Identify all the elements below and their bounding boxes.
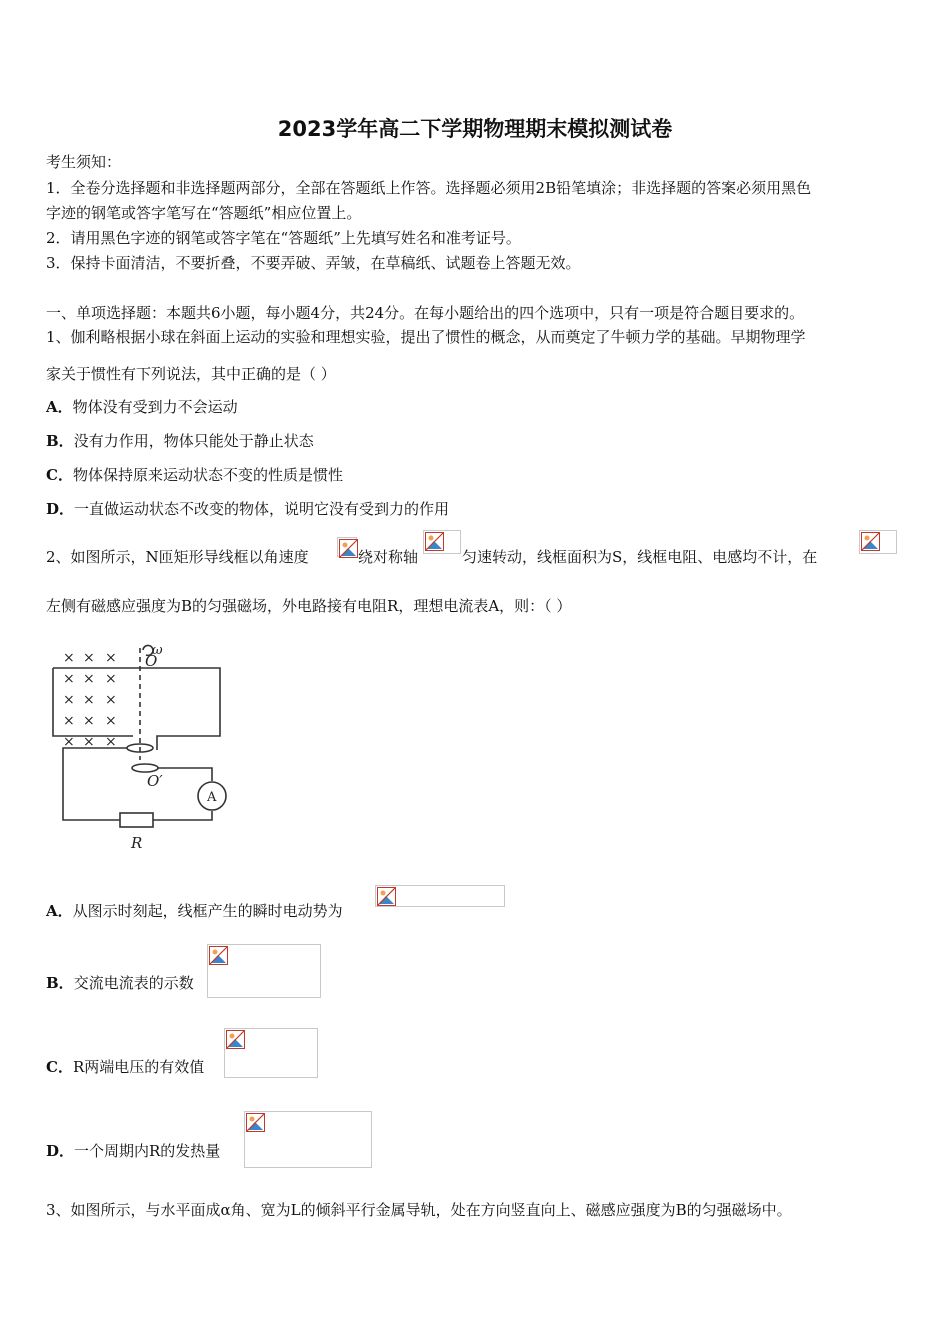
question-2-stem-cont: 左侧有磁感应强度为B的匀强磁场，外电路接有电阻R，理想电流表A，则：（ ） [46,597,572,615]
notice-heading: 考生须知： [46,153,122,171]
omega-label: ω [152,643,163,658]
question-2-stem-part3: 匀速转动，线框面积为S，线框电阻、电感均不计，在 [462,548,818,566]
field-cross: × [63,692,75,708]
section-heading: 一、单项选择题：本题共6小题，每小题4分，共24分。在每小题给出的四个选项中，只有一项是符合题目要求的。 [46,304,805,322]
field-cross: × [105,671,117,687]
coil-frame-right [53,668,220,750]
circuit-figure [45,638,235,858]
broken-image-icon [425,532,444,551]
resistor [120,813,153,827]
question-2-stem-part2: 绕对称轴 [358,548,419,566]
resistor-label: R [131,834,143,852]
formula-image-option-d [244,1111,372,1168]
formula-image-omega [337,537,357,557]
field-cross: × [63,650,75,666]
page-title: 2023学年高二下学期物理期末模拟测试卷 [277,117,673,141]
field-cross: × [105,713,117,729]
notice-item: 字迹的钢笔或答字笔写在“答题纸”相应位置上。 [46,204,362,222]
broken-image-icon [861,532,880,551]
q1-option-b: B．没有力作用，物体只能处于静止状态 [46,432,314,450]
broken-image-icon [226,1030,245,1049]
formula-image-option-b [207,944,321,998]
axis-bottom-label: O′ [147,772,163,790]
broken-image-icon [339,539,358,558]
broken-image-icon [246,1113,265,1132]
field-cross: × [63,671,75,687]
outer-wire-bottom [153,811,212,820]
field-cross: × [83,671,95,687]
question-1-stem-cont: 家关于惯性有下列说法，其中正确的是（ ） [46,365,336,383]
magnetic-field-crosses [63,650,117,750]
field-cross: × [63,713,75,729]
slip-ring-lower [132,764,158,772]
q2-option-a: A．从图示时刻起，线框产生的瞬时电动势为 [46,902,343,920]
formula-image-option-c [224,1028,318,1078]
field-cross: × [105,692,117,708]
q2-option-b: B．交流电流表的示数 [46,974,194,992]
formula-image-option-a [375,885,505,907]
field-cross: × [105,650,117,666]
field-cross: × [63,734,75,750]
broken-image-icon [377,887,396,906]
q1-option-d: D．一直做运动状态不改变的物体，说明它没有受到力的作用 [46,500,450,518]
notice-item: 1．全卷分选择题和非选择题两部分，全部在答题纸上作答。选择题必须用2B铅笔填涂；非选择题的答案必须用黑色 [46,179,812,197]
notice-item: 2．请用黑色字迹的钢笔或答字笔在“答题纸”上先填写姓名和准考证号。 [46,229,521,247]
notice-item: 3．保持卡面清洁，不要折叠，不要弄破、弄皱，在草稿纸、试题卷上答题无效。 [46,254,581,272]
question-3-stem: 3、如图所示，与水平面成α角、宽为L的倾斜平行金属导轨，处在方向竖直向上、磁感应强度为B的匀强磁场中。 [46,1201,792,1219]
q2-option-c: C．R两端电压的有效值 [46,1058,205,1076]
field-cross: × [83,692,95,708]
outer-wire-right [158,768,212,781]
q2-option-d: D．一个周期内R的发热量 [46,1142,221,1160]
question-1-stem: 1、伽利略根据小球在斜面上运动的实验和理想实验，提出了惯性的概念，从而奠定了牛顿力学的基础。早期物理学 [46,328,806,346]
outer-wire-left [63,748,127,820]
formula-image-axis [423,530,461,554]
q1-option-c: C．物体保持原来运动状态不变的性质是惯性 [46,466,343,484]
ammeter-label: A [207,790,217,805]
formula-image-axis-2 [859,530,897,554]
field-cross: × [83,734,95,750]
question-2-stem-part1: 2、如图所示，N匝矩形导线框以角速度 [46,548,309,566]
field-cross: × [83,713,95,729]
field-cross: × [105,734,117,750]
axis-top-label: O [145,652,158,670]
q1-option-a: A．物体没有受到力不会运动 [46,398,238,416]
field-cross: × [83,650,95,666]
broken-image-icon [209,946,228,965]
